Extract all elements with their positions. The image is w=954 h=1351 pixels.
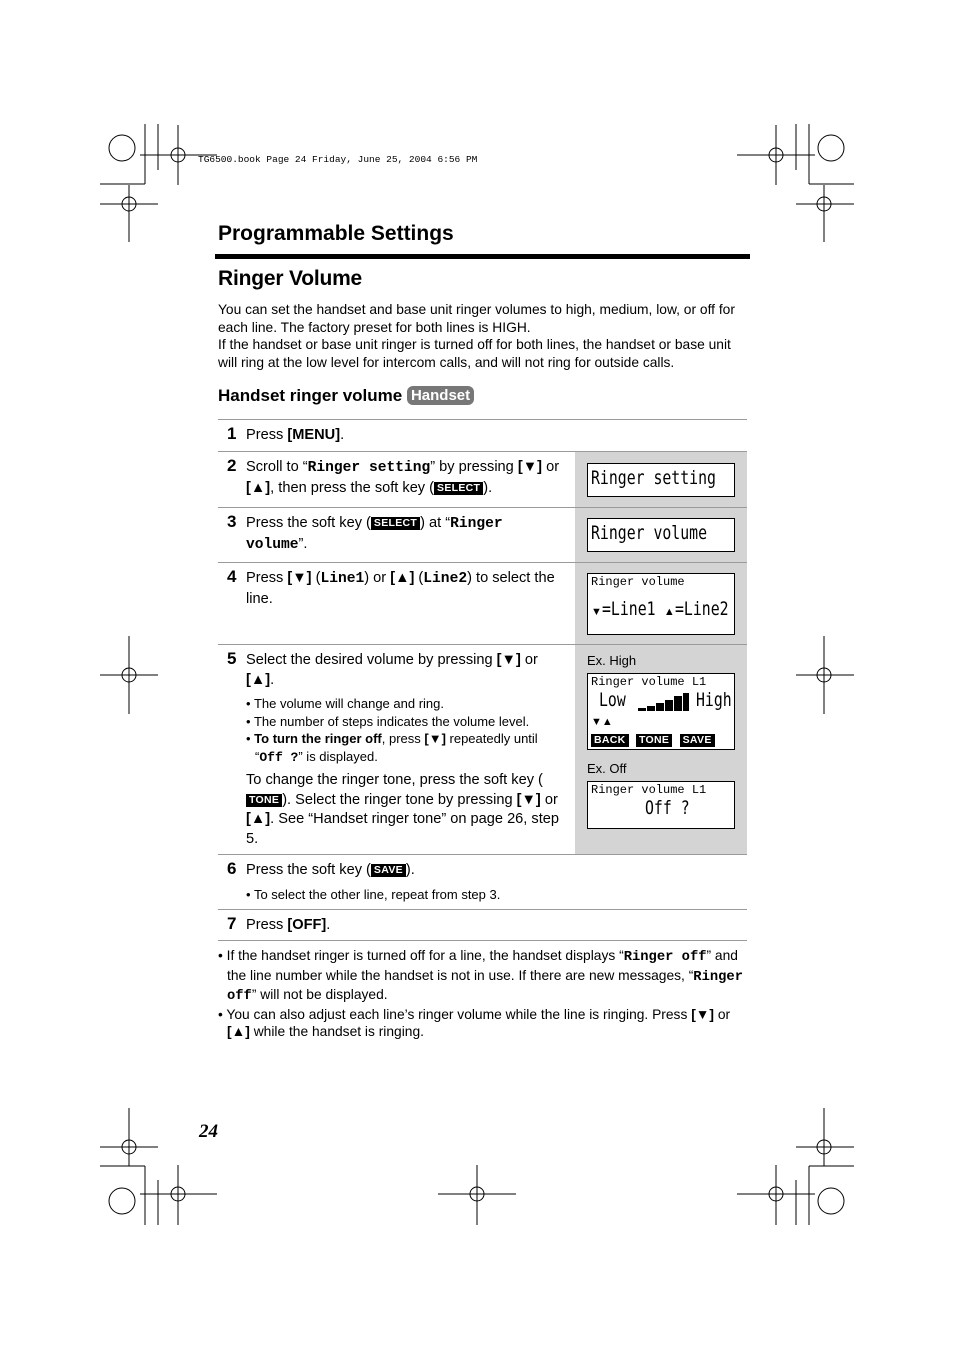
text: or xyxy=(540,791,558,808)
display-panel xyxy=(575,563,747,644)
save-softkey: SAVE xyxy=(680,734,715,747)
off-key: [OFF] xyxy=(287,917,327,933)
display-text: Low xyxy=(599,689,626,711)
step-text xyxy=(246,426,568,446)
step-text xyxy=(246,861,726,903)
code-text: Ringer off xyxy=(227,969,743,1005)
step-text xyxy=(246,458,568,498)
text: ( xyxy=(414,570,424,586)
intro-paragraph: If the handset or base unit ringer is turned off for both lines, the handset or base unit will ring at the low level for intercom calls, and will not ring for outside calls. xyxy=(218,337,731,370)
list-item: • To turn the ringer off, press [▼] repeatedly until “Off ?” is displayed. xyxy=(246,731,538,765)
code-text: Off ? xyxy=(259,749,299,765)
bullet-list xyxy=(246,886,726,904)
step-text xyxy=(246,916,568,936)
down-key: [▼] xyxy=(496,652,521,668)
text: while the handset is ringing. xyxy=(249,1024,424,1040)
section-rule xyxy=(215,254,750,259)
code-text: Line2 xyxy=(423,571,468,587)
down-key: [▼] xyxy=(517,459,543,475)
text: To turn the ringer off xyxy=(254,731,382,746)
step-paragraph xyxy=(246,861,726,881)
display-text: Ringer volume L1 xyxy=(591,675,707,689)
menu-key: [MENU] xyxy=(287,427,341,443)
display-text: Ringer volume xyxy=(591,522,708,544)
subheading-text: Handset ringer volume xyxy=(218,386,403,405)
text: ). xyxy=(405,862,415,878)
code-text: Ringer setting xyxy=(307,460,431,476)
display-text: High xyxy=(696,689,732,711)
text: Select the desired volume by pressing xyxy=(246,652,497,668)
up-key: [▲] xyxy=(390,570,415,586)
text: ” will not be displayed. xyxy=(251,987,388,1003)
text: or xyxy=(714,1006,731,1022)
step-text xyxy=(246,651,568,849)
text: Scroll to “ xyxy=(246,459,308,475)
step-row-2 xyxy=(218,451,747,507)
select-softkey: SELECT xyxy=(434,482,483,495)
text: Press xyxy=(246,917,288,933)
intro-text xyxy=(218,301,750,371)
step-row-3 xyxy=(218,507,747,562)
handset-badge: Handset xyxy=(407,386,474,405)
display-text: =Line2 xyxy=(674,598,729,620)
text: or xyxy=(542,459,560,475)
text: . xyxy=(326,917,331,933)
text: ”. xyxy=(298,535,308,552)
back-softkey: BACK xyxy=(591,734,629,747)
step-text xyxy=(246,569,568,609)
example-label: Ex. Off xyxy=(587,761,627,776)
display-line xyxy=(591,689,734,713)
text: ” is displayed. xyxy=(298,748,378,764)
save-softkey: SAVE xyxy=(371,864,406,877)
text: ). xyxy=(483,479,493,496)
step-row-1 xyxy=(218,419,747,451)
intro-paragraph: You can set the handset and base unit ringer volumes to high, medium, low, or off for each line. The factory preset for both lines is HIGH. xyxy=(218,302,735,335)
registration-mark xyxy=(100,124,217,242)
step-text xyxy=(246,514,568,555)
text: repeatedly until “ xyxy=(255,731,538,764)
tone-softkey: TONE xyxy=(636,734,672,747)
list-item: • The number of steps indicates the volume level. xyxy=(246,713,530,729)
step-number: 5 xyxy=(227,649,237,668)
display-text: Ringer volume xyxy=(591,575,685,589)
lcd-display xyxy=(587,781,735,829)
down-key: [▼] xyxy=(691,1006,715,1022)
subheading xyxy=(218,386,474,406)
step-row-6 xyxy=(218,854,747,909)
text: , press xyxy=(381,731,425,746)
step-paragraph xyxy=(246,771,568,849)
list-item: • The volume will change and ring. xyxy=(246,696,444,711)
page-title: Ringer Volume xyxy=(218,267,363,290)
step-number: 6 xyxy=(227,859,237,878)
volume-bars-icon xyxy=(638,692,690,712)
text: ). Select the ringer tone by pressing xyxy=(282,791,517,808)
step-number: 7 xyxy=(227,914,237,933)
registration-mark xyxy=(100,636,158,714)
up-key: [▲] xyxy=(227,1024,250,1040)
lcd-display xyxy=(587,673,735,750)
file-header-line: TG6500.book Page 24 Friday, June 25, 2004 6:56 PM xyxy=(198,154,478,165)
example-label: Ex. High xyxy=(587,653,637,668)
text: Press xyxy=(246,570,288,586)
text: To change the ringer tone, press the soft key ( xyxy=(246,772,543,788)
text: To select the other line, repeat from step 3. xyxy=(253,886,501,902)
up-key: [▲] xyxy=(246,811,271,827)
text: Press xyxy=(246,427,288,443)
step-number: 2 xyxy=(227,456,237,475)
display-line xyxy=(591,598,734,620)
text: ” by pressing xyxy=(430,459,518,475)
code-text: Ringer volume xyxy=(246,516,503,553)
display-text: Off ? xyxy=(645,797,690,819)
text: . xyxy=(270,671,275,688)
step-number: 4 xyxy=(227,567,237,586)
lcd-display xyxy=(587,518,735,552)
down-key: [▼] xyxy=(516,791,541,808)
text: ” and the line number while the handset is not in use. If there are new messages, “ xyxy=(227,948,738,983)
code-text: Line1 xyxy=(320,571,365,587)
text: ) or xyxy=(364,570,391,586)
lcd-display xyxy=(587,463,735,497)
registration-mark xyxy=(737,1108,854,1225)
note-item: • If the handset ringer is turned off for a line, the handset displays “Ringer off” and the line number while the handset is not in use. If there are new messages, “Ringer off” will not be displayed. xyxy=(218,948,743,1005)
step-number: 1 xyxy=(227,424,237,443)
lcd-display xyxy=(587,573,735,635)
display-panel xyxy=(575,645,747,854)
display-text: Ringer setting xyxy=(591,467,716,489)
registration-mark xyxy=(438,1165,516,1225)
step-paragraph xyxy=(246,651,568,690)
bullet-list xyxy=(246,695,568,766)
up-key: [▲] xyxy=(246,479,271,496)
text: . xyxy=(340,427,345,443)
notes xyxy=(218,947,748,1041)
down-arrow-icon: ▼ xyxy=(591,606,602,618)
display-text: =Line1 xyxy=(601,598,656,620)
section-title: Programmable Settings xyxy=(218,222,454,245)
up-arrow-icon: ▲ xyxy=(663,606,675,618)
text: Press the soft key ( xyxy=(246,862,371,878)
text: or xyxy=(520,652,538,668)
text: ( xyxy=(311,570,321,586)
display-line xyxy=(591,797,734,819)
down-key: [▼] xyxy=(287,570,312,586)
text: You can also adjust each line’s ringer volume while the line is ringing. Press xyxy=(226,1006,692,1022)
text: If the handset ringer is turned off for a line, the handset displays “ xyxy=(226,948,624,963)
steps-table xyxy=(218,419,747,941)
up-key: [▲] xyxy=(246,671,271,688)
display-arrows: ▼▲ xyxy=(591,716,613,728)
text: The number of steps indicates the volume level. xyxy=(253,713,530,729)
step-row-5 xyxy=(218,644,747,854)
text: ) to select the line. xyxy=(246,570,555,607)
display-panel xyxy=(575,508,747,562)
step-number: 3 xyxy=(227,512,237,531)
registration-mark xyxy=(796,636,854,714)
display-text: Ringer volume L1 xyxy=(591,783,707,797)
list-item: • To select the other line, repeat from step 3. xyxy=(246,886,501,902)
softkey-row xyxy=(591,731,734,749)
code-text: Ringer off xyxy=(623,950,707,965)
tone-softkey: TONE xyxy=(246,794,282,807)
registration-mark xyxy=(737,124,854,242)
note-item: • You can also adjust each line’s ringer volume while the line is ringing. Press [▼] or [▲] while the handset is ringing. xyxy=(218,1006,731,1040)
text: The volume will change and ring. xyxy=(253,696,444,711)
text: . See “Handset ringer tone” on page 26, step 5. xyxy=(246,811,559,847)
select-softkey: SELECT xyxy=(371,517,420,530)
text: , then press the soft key ( xyxy=(270,479,435,496)
page-number: 24 xyxy=(199,1121,218,1142)
down-key: [▼] xyxy=(424,731,446,746)
display-panel xyxy=(575,452,747,507)
text: ) at “ xyxy=(420,515,451,531)
text: Press the soft key ( xyxy=(246,515,371,531)
step-row-7 xyxy=(218,909,747,941)
step-row-4 xyxy=(218,562,747,644)
